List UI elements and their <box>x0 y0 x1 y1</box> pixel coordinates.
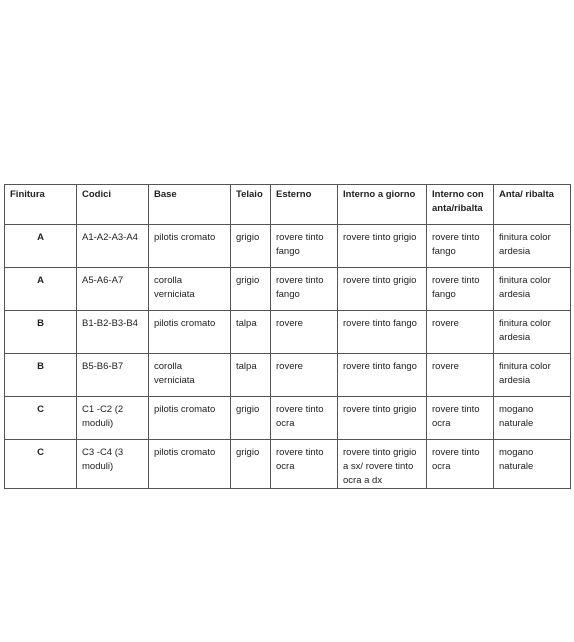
cell-finitura: B <box>5 354 77 397</box>
cell-interno-a-giorno: rovere tinto grigio <box>338 225 427 268</box>
cell-anta-ribalta: finitura color ardesia <box>494 225 571 268</box>
cell-interno-con-anta: rovere tinto fango <box>427 268 494 311</box>
table-body <box>5 225 571 489</box>
cell-anta-ribalta: mogano naturale <box>494 440 571 489</box>
table-row <box>5 268 571 311</box>
cell-finitura: B <box>5 311 77 354</box>
cell-codici: B5-B6-B7 <box>77 354 149 397</box>
cell-interno-a-giorno: rovere tinto grigio <box>338 268 427 311</box>
cell-telaio: grigio <box>231 397 271 440</box>
cell-interno-con-anta: rovere tinto ocra <box>427 440 494 489</box>
table-row <box>5 397 571 440</box>
header-codici: Codici <box>77 185 149 225</box>
cell-codici: C1 -C2 (2 moduli) <box>77 397 149 440</box>
header-interno-a-giorno: Interno a giorno <box>338 185 427 225</box>
header-anta-ribalta: Anta/ ribalta <box>494 185 571 225</box>
cell-anta-ribalta: finitura color ardesia <box>494 354 571 397</box>
cell-interno-con-anta: rovere tinto ocra <box>427 397 494 440</box>
header-interno-con-anta-ribalta: Interno con anta/ribalta <box>427 185 494 225</box>
table-row <box>5 440 571 489</box>
table-header <box>5 185 571 225</box>
cell-telaio: grigio <box>231 225 271 268</box>
cell-anta-ribalta: finitura color ardesia <box>494 311 571 354</box>
cell-interno-a-giorno: rovere tinto grigio <box>338 397 427 440</box>
cell-codici: A5-A6-A7 <box>77 268 149 311</box>
cell-telaio: talpa <box>231 311 271 354</box>
cell-finitura: C <box>5 397 77 440</box>
cell-anta-ribalta: finitura color ardesia <box>494 268 571 311</box>
table-row <box>5 225 571 268</box>
table-row <box>5 354 571 397</box>
cell-interno-a-giorno: rovere tinto fango <box>338 354 427 397</box>
cell-esterno: rovere tinto fango <box>271 225 338 268</box>
cell-codici: A1-A2-A3-A4 <box>77 225 149 268</box>
cell-interno-con-anta: rovere <box>427 354 494 397</box>
header-telaio: Telaio <box>231 185 271 225</box>
cell-base: corolla verniciata <box>149 268 231 311</box>
header-finitura: Finitura <box>5 185 77 225</box>
header-esterno: Esterno <box>271 185 338 225</box>
cell-codici: B1-B2-B3-B4 <box>77 311 149 354</box>
finishes-table <box>4 184 571 489</box>
cell-interno-con-anta: rovere tinto fango <box>427 225 494 268</box>
cell-interno-con-anta: rovere <box>427 311 494 354</box>
cell-esterno: rovere <box>271 354 338 397</box>
cell-codici: C3 -C4 (3 moduli) <box>77 440 149 489</box>
cell-telaio: talpa <box>231 354 271 397</box>
cell-base: pilotis cromato <box>149 225 231 268</box>
cell-esterno: rovere tinto ocra <box>271 440 338 489</box>
cell-interno-a-giorno: rovere tinto grigio a sx/ rovere tinto ocra a dx <box>338 440 427 489</box>
cell-esterno: rovere <box>271 311 338 354</box>
cell-finitura: A <box>5 225 77 268</box>
header-row <box>5 185 571 225</box>
cell-base: pilotis cromato <box>149 440 231 489</box>
cell-telaio: grigio <box>231 268 271 311</box>
cell-base: corolla verniciata <box>149 354 231 397</box>
cell-esterno: rovere tinto fango <box>271 268 338 311</box>
cell-interno-a-giorno: rovere tinto fango <box>338 311 427 354</box>
cell-finitura: C <box>5 440 77 489</box>
cell-base: pilotis cromato <box>149 311 231 354</box>
cell-base: pilotis cromato <box>149 397 231 440</box>
cell-anta-ribalta: mogano naturale <box>494 397 571 440</box>
cell-telaio: grigio <box>231 440 271 489</box>
table-row <box>5 311 571 354</box>
cell-finitura: A <box>5 268 77 311</box>
header-base: Base <box>149 185 231 225</box>
cell-esterno: rovere tinto ocra <box>271 397 338 440</box>
